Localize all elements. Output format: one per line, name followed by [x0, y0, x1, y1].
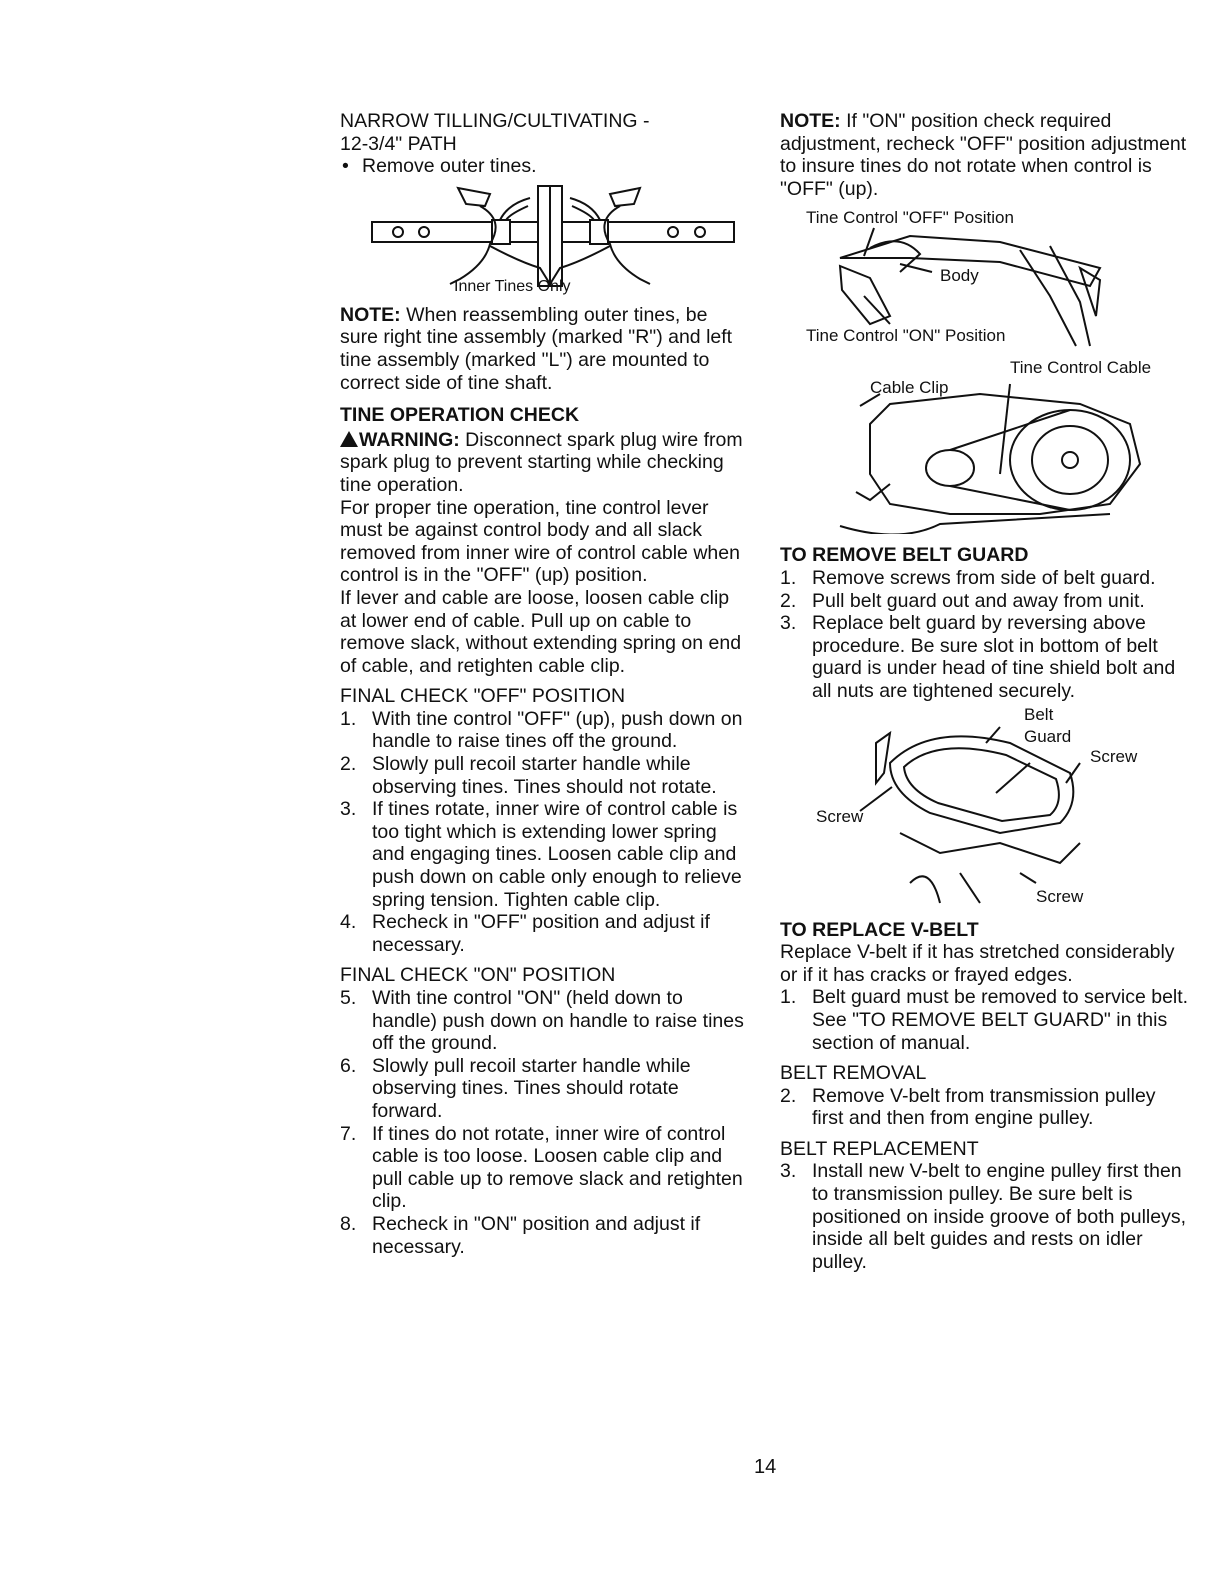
list-item: 2. Slowly pull recoil starter handle while observing tines. Tines should not rotate.: [340, 753, 717, 798]
note-text: If "ON" position check required adjustment, recheck "OFF" position adjustment to insure tines do not rotate when control is "OFF" (up).: [780, 110, 1187, 200]
final-check-off-heading: FINAL CHECK "OFF" POSITION: [340, 685, 626, 708]
list-item: 5. With tine control "ON" (held down to handle) push down on handle to raise tines off the ground.: [340, 987, 744, 1055]
list-item: 8. Recheck in "ON" position and adjust if necessary.: [340, 1212, 701, 1258]
replace-v-belt-intro: Replace V-belt if it has stretched considerably or if it has cracks or frayed edges.: [780, 941, 1175, 986]
remove-outer-bullet: [340, 155, 750, 178]
list-item: 2. Pull belt guard out and away from unit.: [780, 589, 1145, 612]
figure-tine-control: [780, 206, 1190, 356]
note-label: NOTE:: [780, 110, 841, 132]
list-item: 7. If tines do not rotate, inner wire of control cable is too loose. Loosen cable clip and pull cable up to remove slack and retighten clip.: [340, 1122, 743, 1213]
narrow-title-line-2: 12-3/4" PATH: [340, 132, 457, 155]
list-item: 4. Recheck in "OFF" position and adjust if necessary.: [340, 911, 710, 956]
list-item: 2. Remove V-belt from transmission pulley first and then from engine pulley.: [780, 1084, 1156, 1130]
inner-tines-caption: Inner Tines Only: [454, 277, 571, 295]
left-column: [340, 110, 750, 1258]
replace-step-1: [780, 986, 1190, 1054]
guard-label: Guard: [1024, 726, 1072, 746]
cable-clip-illustration: [780, 364, 1190, 534]
replace-v-belt-heading: TO REPLACE V-BELT: [780, 918, 979, 941]
belt-label: Belt: [1024, 704, 1054, 724]
warning-text: Disconnect spark plug wire from spark plug to prevent starting while checking tine operation.: [340, 428, 743, 496]
tine-operation-paragraph-1: For proper tine operation, tine control lever must be against control body and all slack removed from inner wire of control cable when control is in the "OFF" (up) position.: [340, 496, 740, 587]
list-item: 1. Belt guard must be removed to service belt. See "TO REMOVE BELT GUARD" in this section of manual.: [780, 986, 1189, 1054]
note-text: When reassembling outer tines, be sure right tine assembly (marked "R") and left tine assembly (marked "L") are mounted to correct side of tine shaft.: [340, 303, 733, 394]
right-column: [780, 110, 1190, 1273]
screw-label-bottom: Screw: [1036, 886, 1084, 906]
screw-label-right: Screw: [1090, 746, 1138, 766]
cable-clip-label: Cable Clip: [870, 378, 949, 398]
off-steps-list: [340, 708, 750, 957]
figure-inner-tines: [340, 184, 750, 294]
replacement-step-3: [780, 1160, 1190, 1273]
narrow-title-line-1: NARROW TILLING/CULTIVATING -: [340, 110, 650, 132]
list-item: 1. With tine control "OFF" (up), push down on handle to raise tines off the ground.: [340, 707, 743, 753]
outer-tines-note: [340, 304, 750, 394]
list-item: 3. Install new V-belt to engine pulley first then to transmission pulley. Be sure belt is positioned on inside groove of both pulleys, inside all belt guides and rests on idler pulley.: [780, 1160, 1187, 1273]
list-item: 6. Slowly pull recoil starter handle while observing tines. Tines should rotate forward.: [340, 1054, 691, 1122]
tine-operation-paragraph-2: If lever and cable are loose, loosen cable clip at lower end of cable. Pull up on cable to remove slack, without extending spring on end of cable, and retighten cable clip.: [340, 586, 742, 677]
warning-label: WARNING:: [359, 428, 460, 451]
page-number: 14: [754, 1456, 777, 1478]
on-steps-list: [340, 987, 750, 1258]
removal-step-2: [780, 1085, 1190, 1130]
belt-removal-heading: BELT REMOVAL: [780, 1062, 927, 1085]
list-item: 1. Remove screws from side of belt guard.: [780, 566, 1156, 589]
belt-replacement-heading: BELT REPLACEMENT: [780, 1137, 979, 1160]
remove-outer-text: Remove outer tines.: [362, 155, 537, 178]
figure-belt-guard: [780, 703, 1190, 913]
bullet-icon: •: [342, 155, 349, 178]
figure-cable-clip: [780, 358, 1190, 534]
body-label: Body: [940, 266, 979, 286]
guard-steps-list: [780, 567, 1190, 703]
list-item: 3. If tines rotate, inner wire of control cable is too tight which is extending lower spring and engaging tines. Loosen cable clip and push down on cable only enough to relieve spring tension. Tighten cable clip.: [340, 798, 742, 911]
warning-paragraph: [340, 429, 750, 497]
remove-belt-guard-heading: TO REMOVE BELT GUARD: [780, 544, 1029, 567]
tine-control-on-label: Tine Control "ON" Position: [806, 326, 1006, 346]
tine-operation-heading: TINE OPERATION CHECK: [340, 404, 580, 427]
tine-control-off-label: Tine Control "OFF" Position: [806, 208, 1014, 228]
screw-label-left: Screw: [816, 806, 864, 826]
list-item: 3. Replace belt guard by reversing above procedure. Be sure slot in bottom of belt guard is under head of tine shield bolt and all nuts are tightened securely.: [780, 612, 1176, 702]
final-check-on-heading: FINAL CHECK "ON" POSITION: [340, 964, 616, 987]
warning-triangle-icon: [340, 431, 358, 447]
note-label: NOTE:: [340, 303, 401, 326]
tine-control-cable-label: Tine Control Cable: [1010, 358, 1152, 378]
on-position-note: [780, 110, 1190, 200]
